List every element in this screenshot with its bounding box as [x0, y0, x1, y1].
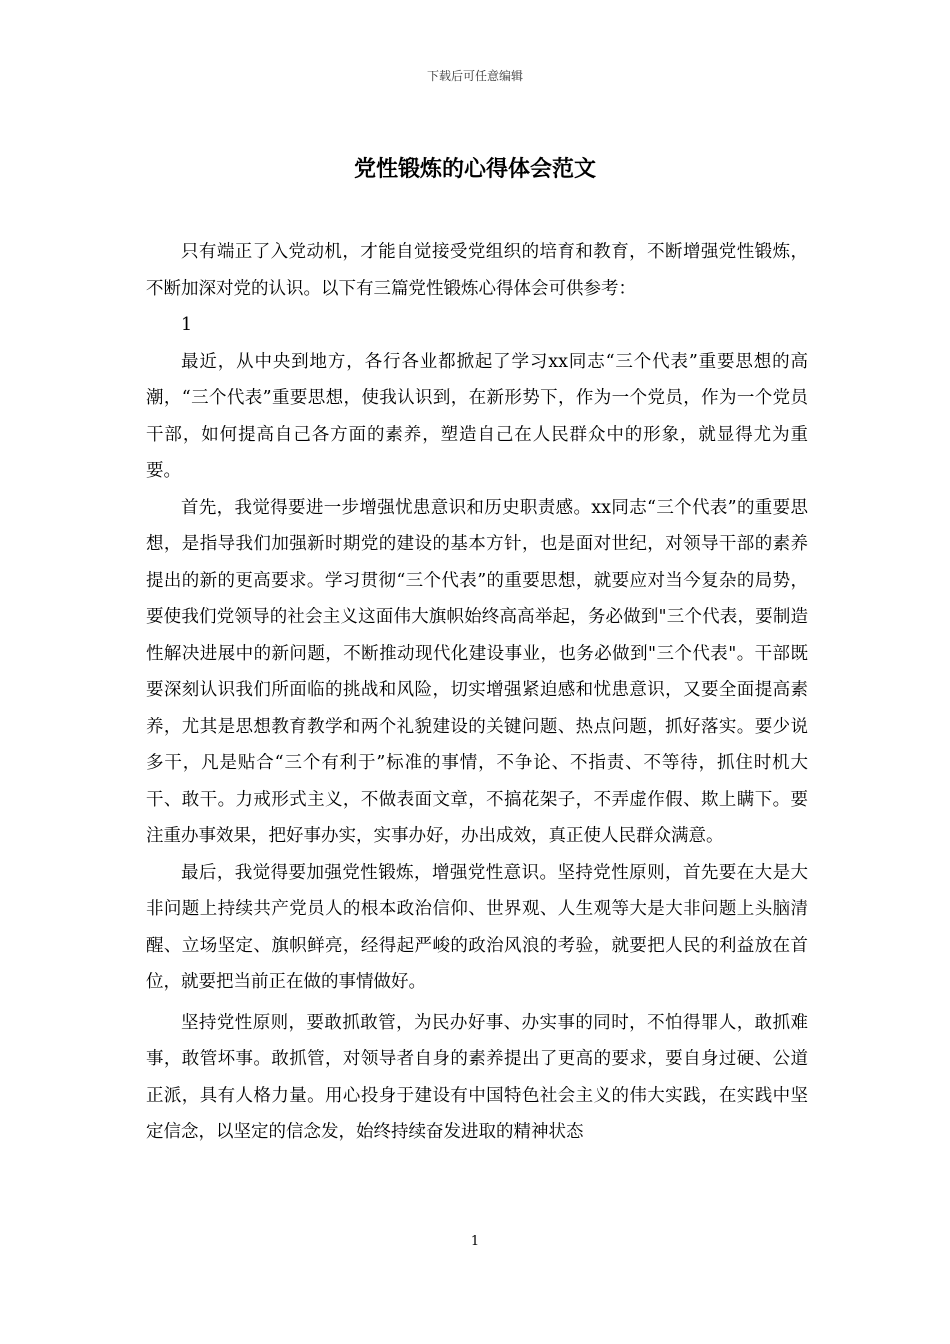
document-body	[146, 234, 808, 1151]
document-title: 党性锻炼的心得体会范文	[353, 156, 596, 182]
page-number: 1	[470, 1234, 480, 1249]
header-note: 下载后可任意编辑	[426, 69, 523, 83]
body-paragraph: 最后，我觉得要加强党性锻炼，增强党性意识。坚持党性原则，首先要在大是大非问题上持续共产党员人的根本政治信仰、世界观、人生观等大是大非问题上头脑清醒、立场坚定、旗帜鲜亮，经得起严峻的政治风浪的考验，就要把人民的利益放在首位，就要把当前正在做的事情做好。	[146, 862, 808, 992]
section-number: 1	[181, 315, 193, 335]
body-paragraph: 坚持党性原则，要敢抓敢管，为民办好事、办实事的同时，不怕得罪人，敢抓难事，敢管坏事。敢抓管，对领导者自身的素养提出了更高的要求，要自身过硬、公道正派，具有人格力量。用心投身于建设有中国特色社会主义的伟大实践，在实践中坚定信念，以坚定的信念发，始终持续奋发进取的精神状态	[146, 1012, 808, 1142]
body-paragraph: 首先，我觉得要进一步增强忧患意识和历史职责感。xx同志“三个代表”的重要思想，是指导我们加强新时期党的建设的基本方针，也是面对世纪，对领导干部的素养提出的新的更高要求。学习贯彻“三个代表”的重要思想，就要应对当今复杂的局势，要使我们党领导的社会主义这面伟大旗帜始终高高举起，务必做到"三个代表，要制造性解决进展中的新问题，不断推动现代化建设事业，也务必做到"三个代表"。干部既要深刻认识我们所面临的挑战和风险，切实增强紧迫感和忧患意识，又要全面提高素养，尤其是思想教育教学和两个礼貌建设的关键问题、热点问题，抓好落实。要少说多干，凡是贴合“三个有利于”标准的事情，不争论、不指责、不等待，抓住时机大干、敢干。力戒形式主义，不做表面文章，不搞花架子，不弄虚作假、欺上瞒下。要注重办事效果，把好事办实，实事办好，办出成效，真正使人民群众满意。	[146, 497, 808, 846]
intro-paragraph: 只有端正了入党动机，才能自觉接受党组织的培育和教育，不断增强党性锻炼，不断加深对党的认识。以下有三篇党性锻炼心得体会可供参考：	[146, 242, 808, 299]
body-paragraph: 最近，从中央到地方，各行各业都掀起了学习xx同志“三个代表”重要思想的高潮，“三个代表”重要思想，使我认识到，在新形势下，作为一个党员，作为一个党员干部，如何提高自己各方面的素养，塑造自己在人民群众中的形象，就显得尤为重要。	[146, 351, 808, 481]
